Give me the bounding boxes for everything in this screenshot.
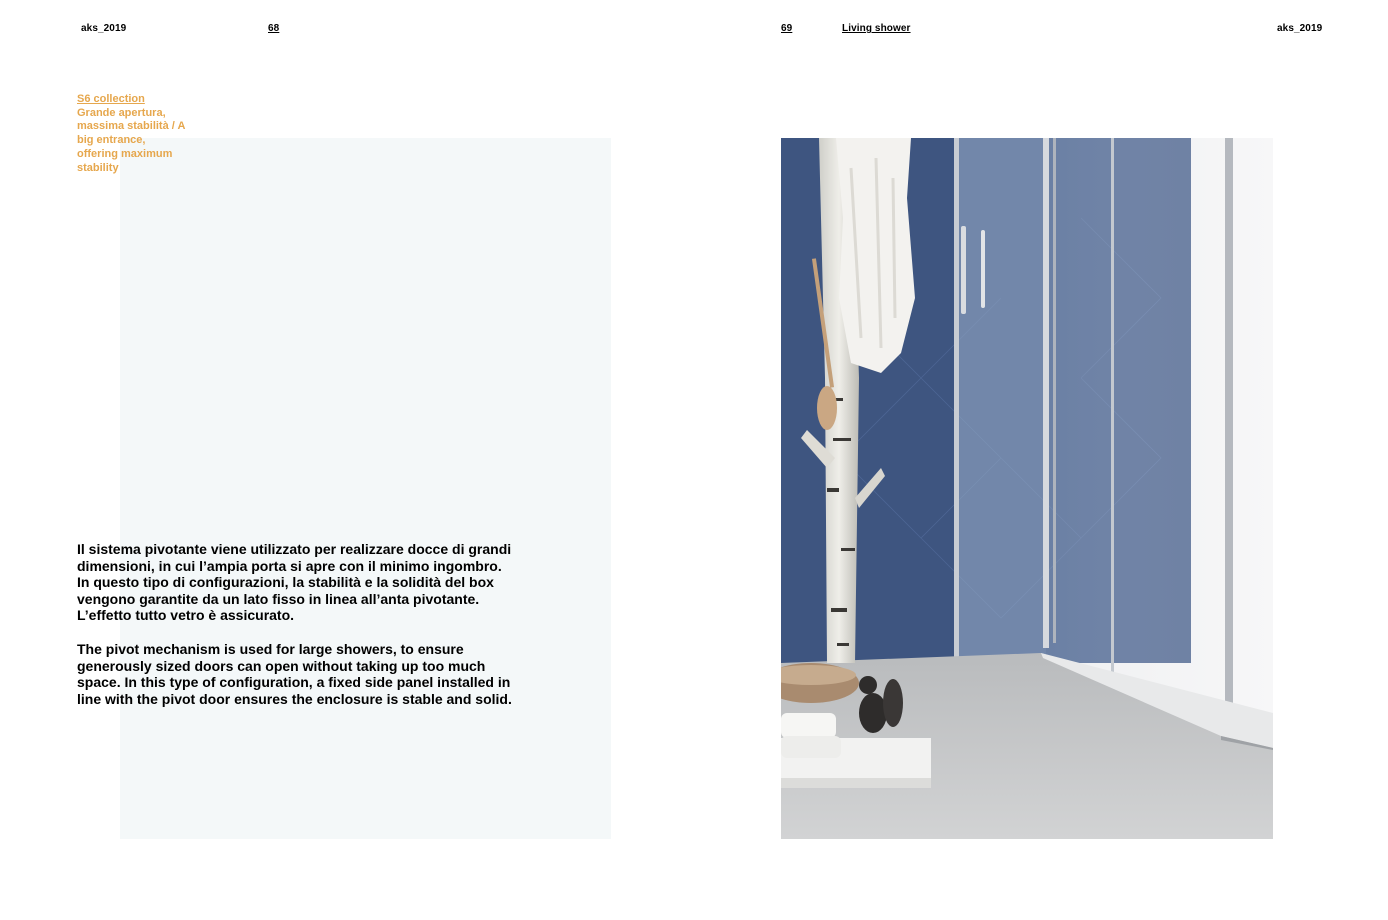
english-description: The pivot mechanism is used for large showers, to ensure generously sized doors can open without taking up too much space. In this type of configuration, a fixed side panel installed in line with the pivot door ensures the enclosure is stable and solid. <box>77 641 512 707</box>
catalog-brand-left: aks_2019 <box>81 23 127 34</box>
section-title: Living shower <box>842 23 911 34</box>
collection-title: S6 collection <box>77 93 145 105</box>
collection-caption <box>77 93 187 175</box>
page-number-right: 69 <box>781 23 793 34</box>
catalog-brand-right: aks_2019 <box>1277 23 1323 34</box>
shower-enclosure-photo <box>781 138 1273 839</box>
collection-subtitle: Grande apertura, massima stabilità / A big entrance, offering maximum stability <box>77 106 186 174</box>
background-panel <box>120 138 611 839</box>
page-number-left: 68 <box>268 23 280 34</box>
italian-description: Il sistema pivotante viene utilizzato per realizzare docce di grandi dimensioni, in cui l’ampia porta si apre con il minimo ingombro. In questo tipo di configurazioni, la stabilità e la solidità del box vengono garantite da un lato fisso in linea all’anta pivotante. L’effetto tutto vetro è assicurato. <box>77 541 512 624</box>
